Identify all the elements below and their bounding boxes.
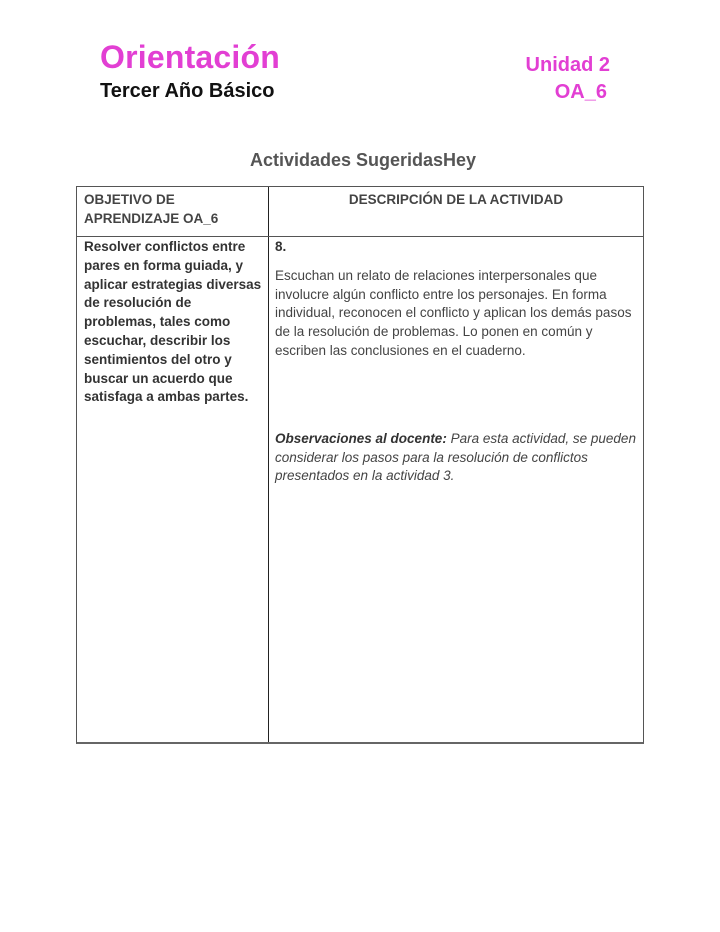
oa-label: OA_6 bbox=[554, 81, 607, 103]
page-header bbox=[0, 0, 720, 120]
table-header-row bbox=[77, 187, 643, 237]
grade-title: Tercer Año Básico bbox=[100, 80, 275, 102]
unit-label: Unidad 2 bbox=[525, 54, 610, 76]
section-title: Actividades SugeridasHey bbox=[249, 150, 477, 170]
teacher-note bbox=[275, 430, 639, 486]
teacher-note-label: Observaciones al docente: bbox=[275, 430, 447, 446]
activity-number: 8. bbox=[275, 239, 287, 254]
subject-title: Orientación bbox=[100, 39, 281, 75]
column-header-objective: OBJETIVO DE APRENDIZAJE OA_6 bbox=[84, 192, 219, 226]
description-cell bbox=[275, 238, 639, 486]
column-divider bbox=[268, 187, 269, 742]
column-header-description: DESCRIPCIÓN DE LA ACTIVIDAD bbox=[348, 192, 564, 207]
activity-text: Escuchan un relato de relaciones interpersonales que involucre algún conflicto entre los personajes. En forma individual, reconocen el conflicto y aplican los demás pasos de la resolución de problemas. Lo ponen en común y escriben las conclusiones en el cuaderno. bbox=[275, 267, 632, 358]
activity-table bbox=[76, 186, 644, 744]
objective-cell: Resolver conflictos entre pares en forma guiada, y aplicar estrategias diversas de resolución de problemas, tales como escuchar, describir los sentimientos del otro y buscar un acuerdo que satisfaga a ambas partes. bbox=[84, 239, 262, 405]
teacher-note-text: Para esta actividad, se pueden considerar los pasos para la resolución de conflictos presentados en la actividad 3. bbox=[275, 430, 636, 484]
